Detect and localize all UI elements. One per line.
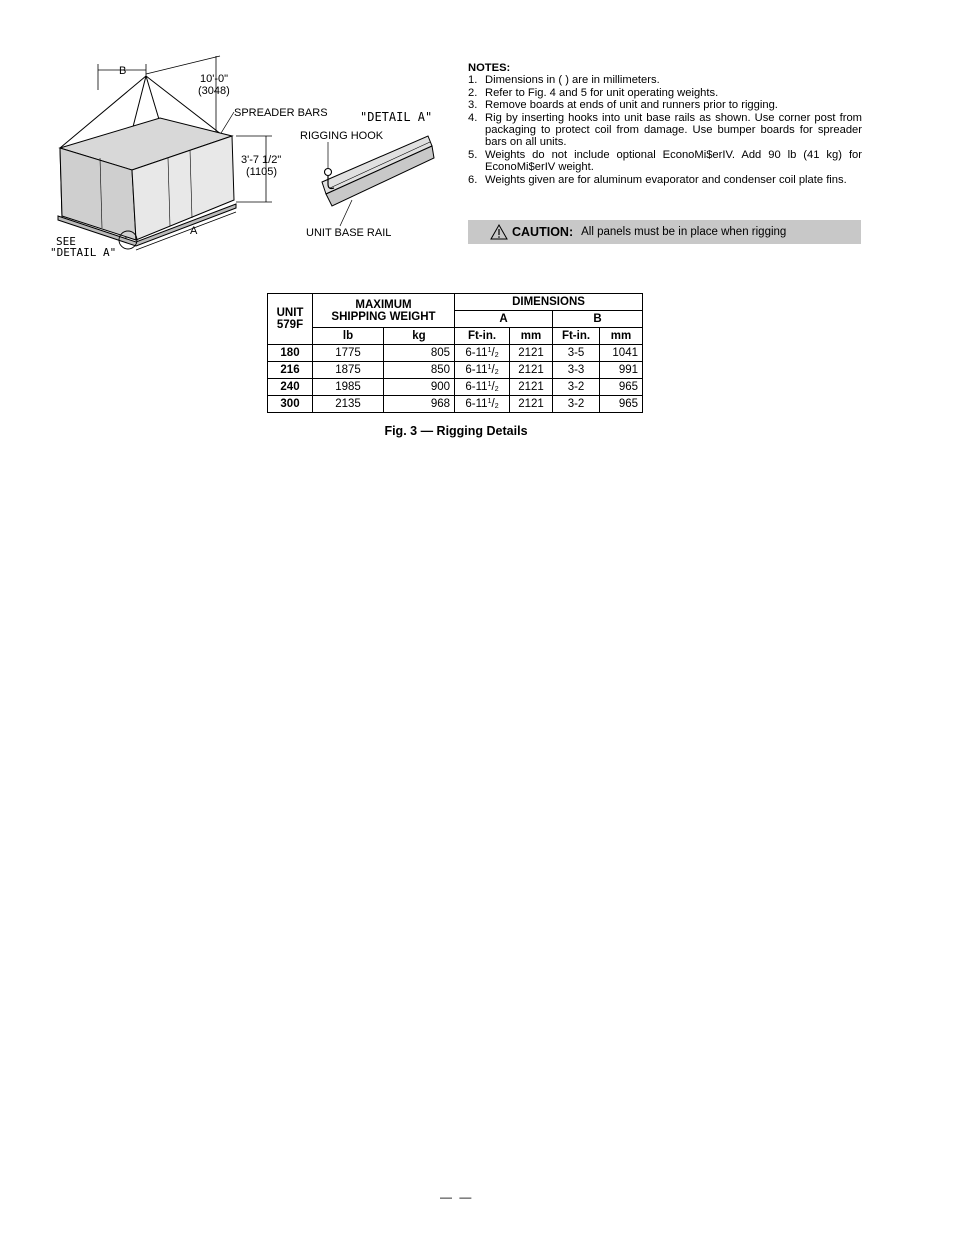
hvac-unit bbox=[58, 118, 236, 246]
caution-banner bbox=[468, 220, 861, 244]
rigging-hook-label: RIGGING HOOK bbox=[300, 130, 384, 142]
cell-b-mm: 1041 bbox=[600, 345, 643, 362]
header-kg: kg bbox=[384, 328, 455, 345]
cell-lb: 1985 bbox=[313, 379, 384, 396]
hook-ring bbox=[325, 169, 332, 176]
cell-a-mm: 2121 bbox=[510, 379, 553, 396]
unit-height-ft-label: 3'-7 1/2" bbox=[241, 154, 282, 166]
note-number: 4. bbox=[468, 111, 478, 124]
header-dim-b: B bbox=[553, 311, 643, 328]
cell-unit: 180 bbox=[268, 345, 313, 362]
note-item bbox=[468, 112, 862, 149]
figure-caption: Fig. 3 — Rigging Details bbox=[384, 424, 528, 438]
header-mm-a: mm bbox=[510, 328, 553, 345]
cell-kg: 805 bbox=[384, 345, 455, 362]
cell-lb: 1875 bbox=[313, 362, 384, 379]
height-mm-label: (3048) bbox=[198, 85, 230, 97]
unit-base-rail-label: UNIT BASE RAIL bbox=[306, 227, 392, 239]
notes-title: NOTES: bbox=[468, 62, 511, 74]
note-text: Weights given are for aluminum evaporator and condenser coil plate fins. bbox=[485, 173, 847, 186]
note-item bbox=[468, 87, 862, 99]
note-item bbox=[468, 74, 862, 86]
unit-height-mm-label: (1105) bbox=[246, 166, 277, 178]
detail-a-title: "DETAIL A" bbox=[360, 110, 433, 124]
cell-a-ftin: $6-11^1/_2$ bbox=[455, 379, 510, 396]
cell-a-mm: 2121 bbox=[510, 345, 553, 362]
cell-a-mm: 2121 bbox=[510, 362, 553, 379]
table-row bbox=[268, 396, 643, 413]
notes-section bbox=[468, 62, 862, 186]
spreader-bars-label: SPREADER BARS bbox=[234, 107, 328, 119]
notes-list bbox=[468, 74, 862, 186]
header-lb: lb bbox=[313, 328, 384, 345]
header-unit: UNIT 579F bbox=[268, 294, 313, 345]
cell-unit: 300 bbox=[268, 396, 313, 413]
note-item bbox=[468, 149, 862, 174]
note-text: Refer to Fig. 4 and 5 for unit operating weights. bbox=[485, 86, 719, 99]
cell-b-ftin: 3-2 bbox=[553, 396, 600, 413]
cell-b-ftin: 3-5 bbox=[553, 345, 600, 362]
note-text: Remove boards at ends of unit and runners prior to rigging. bbox=[485, 99, 778, 112]
cell-b-mm: 965 bbox=[600, 379, 643, 396]
cell-lb: 2135 bbox=[313, 396, 384, 413]
header-ftin-a: Ft-in. bbox=[455, 328, 510, 345]
note-number: 2. bbox=[468, 86, 478, 99]
cell-b-mm: 991 bbox=[600, 362, 643, 379]
cell-a-mm: 2121 bbox=[510, 396, 553, 413]
see-detail-line1: SEE bbox=[56, 235, 76, 248]
cell-unit: 240 bbox=[268, 379, 313, 396]
cell-kg: 900 bbox=[384, 379, 455, 396]
dim-a-label: A bbox=[190, 225, 198, 237]
warning-triangle-icon bbox=[490, 224, 508, 240]
cell-unit: 216 bbox=[268, 362, 313, 379]
cell-a-ftin: $6-11^1/_2$ bbox=[455, 396, 510, 413]
note-item bbox=[468, 99, 862, 111]
note-item bbox=[468, 174, 862, 186]
cell-lb: 1775 bbox=[313, 345, 384, 362]
table-row bbox=[268, 345, 643, 362]
base-rail-detail bbox=[322, 136, 434, 206]
rigging-diagram bbox=[40, 50, 450, 265]
height-ft-label: 10'-0" bbox=[200, 73, 229, 85]
cell-kg: 850 bbox=[384, 362, 455, 379]
caution-word: CAUTION: bbox=[512, 225, 574, 239]
cell-b-ftin: 3-2 bbox=[553, 379, 600, 396]
header-dimensions: DIMENSIONS bbox=[455, 294, 643, 311]
note-text: Dimensions in ( ) are in millimeters. bbox=[485, 74, 660, 87]
note-text: Rig by inserting hooks into unit base rails as shown. Use corner post from packaging to protect coil from damage. Use bumper boards for spreader bars on all units. bbox=[485, 111, 862, 149]
note-number: 6. bbox=[468, 173, 478, 186]
cell-b-mm: 965 bbox=[600, 396, 643, 413]
note-number: 1. bbox=[468, 74, 478, 87]
header-mm-b: mm bbox=[600, 328, 643, 345]
header-weight: MAXIMUM SHIPPING WEIGHT bbox=[313, 294, 455, 328]
note-number: 3. bbox=[468, 99, 478, 112]
header-ftin-b: Ft-in. bbox=[553, 328, 600, 345]
table-row bbox=[268, 379, 643, 396]
caution-text: All panels must be in place when rigging bbox=[581, 226, 787, 238]
note-text: Weights do not include optional EconoMi$erIV. Add 90 lb (41 kg) for EconoMi$erIV weight. bbox=[485, 148, 862, 174]
cell-b-ftin: 3-3 bbox=[553, 362, 600, 379]
rigging-table bbox=[267, 293, 643, 413]
cell-kg: 968 bbox=[384, 396, 455, 413]
header-dim-a: A bbox=[455, 311, 553, 328]
rail-leader bbox=[340, 200, 352, 226]
see-detail-line2: "DETAIL A" bbox=[50, 246, 117, 259]
note-number: 5. bbox=[468, 148, 478, 161]
cell-a-ftin: $6-11^1/_2$ bbox=[455, 345, 510, 362]
page-number: — — bbox=[440, 1190, 474, 1204]
table-row bbox=[268, 362, 643, 379]
cell-a-ftin: $6-11^1/_2$ bbox=[455, 362, 510, 379]
dim-b-label: B bbox=[119, 65, 127, 77]
